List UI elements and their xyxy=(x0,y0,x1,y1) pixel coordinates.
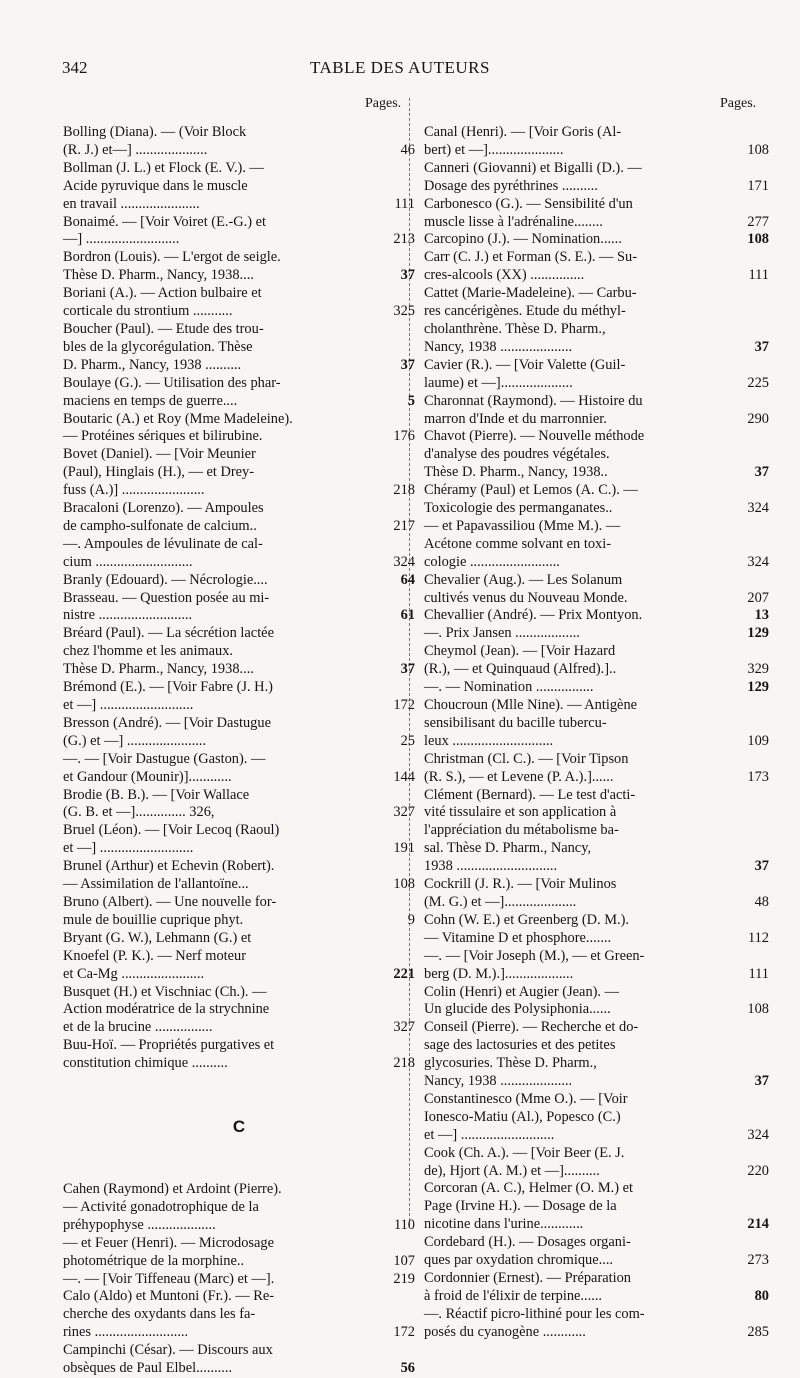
right-column xyxy=(424,124,769,1342)
entry-text: Buu-Hoï. — Propriétés purgatives et constitution chimique .......... xyxy=(63,1037,275,1072)
entry-page-number: 108 xyxy=(393,876,415,893)
entry-text: Christman (Cl. C.). — [Voir Tipson (R. S.), — et Levene (P. A.).]...... xyxy=(424,750,629,785)
entry-text: —. — [Voir Tiffeneau (Marc) et —]. xyxy=(63,1270,275,1287)
entry-page-number: 109 xyxy=(747,732,769,749)
index-entry xyxy=(63,1235,415,1271)
index-entry xyxy=(63,1181,415,1235)
entry-page-number: 324 xyxy=(747,553,769,570)
index-entry xyxy=(424,124,769,160)
entry-text: —. Prix Jansen .................. xyxy=(424,625,580,642)
index-entry xyxy=(63,930,415,984)
entry-text: Carcopino (J.). — Nomination...... xyxy=(424,231,622,248)
entry-text: Chavot (Pierre). — Nouvelle méthode d'analyse des poudres végétales. Thèse D. Pharm., Nancy, 1938.. xyxy=(424,428,645,481)
entry-page-number: 327 xyxy=(393,804,415,821)
index-entry xyxy=(424,393,769,429)
entry-text: Bryant (G. W.), Lehmann (G.) et Knoefel (P. K.). — Nerf moteur et Ca-Mg ....................... xyxy=(63,929,252,982)
index-entry xyxy=(63,751,415,787)
index-entry xyxy=(424,643,769,679)
entry-page-number: 25 xyxy=(400,732,415,749)
entry-page-number: 37 xyxy=(754,858,769,875)
entry-text: Chevallier (André). — Prix Montyon. xyxy=(424,607,643,624)
entry-page-number: 80 xyxy=(754,1287,769,1304)
entry-page-number: 173 xyxy=(747,768,769,785)
index-entry xyxy=(63,572,415,590)
entry-text: —. — [Voir Dastugue (Gaston). — et Gandour (Mounir)]............ xyxy=(63,750,266,785)
entry-text: Cheymol (Jean). — [Voir Hazard (R.), — et Quinquaud (Alfred).].. xyxy=(424,643,617,678)
pages-label-right: Pages. xyxy=(720,96,757,111)
index-entry xyxy=(424,249,769,285)
entry-text: Brémond (E.). — [Voir Fabre (J. H.) et —] .......................... xyxy=(63,679,273,713)
entry-page-number: 325 xyxy=(393,303,415,320)
entry-text: Boriani (A.). — Action bulbaire et corticale du strontium ........... xyxy=(63,285,262,320)
entry-text: Bonaimé. — [Voir Voiret (E.-G.) et —] .......................... xyxy=(63,213,267,248)
index-entry xyxy=(424,1145,769,1181)
entry-text: Bollman (J. L.) et Flock (E. V.). — Acide pyruvique dans le muscle en travail ...................... xyxy=(63,159,264,212)
entry-page-number: 110 xyxy=(393,1216,415,1233)
index-entry xyxy=(424,1234,769,1270)
index-entry xyxy=(424,697,769,751)
entries-c xyxy=(63,1181,415,1378)
pages-label-left: Pages. xyxy=(365,96,402,111)
entry-page-number: 108 xyxy=(747,1001,769,1018)
entry-text: Clément (Bernard). — Le test d'acti- vité tissulaire et son application à l'appréciation du métabolisme ba- sal. Thèse D. Pharm., Nancy, 1938 ............................ xyxy=(424,786,636,875)
index-entry xyxy=(63,1037,415,1073)
entry-page-number: 111 xyxy=(748,965,769,982)
entry-page-number: 61 xyxy=(400,607,415,624)
entry-text: Chéramy (Paul) et Lemos (A. C.). — Toxicologie des permanganates.. xyxy=(424,482,638,517)
entry-page-number: 5 xyxy=(407,392,415,409)
entry-page-number: 176 xyxy=(393,428,415,445)
entry-text: Boucher (Paul). — Etude des trou- bles de la glycorégulation. Thèse D. Pharm., Nancy, 1938 .......... xyxy=(63,320,264,373)
entry-text: Boutaric (A.) et Roy (Mme Madeleine). — Protéines sériques et bilirubine. xyxy=(63,410,293,445)
entry-page-number: 46 xyxy=(400,141,415,158)
index-entry xyxy=(63,984,415,1038)
entry-page-number: 108 xyxy=(747,141,769,158)
index-entry xyxy=(63,249,415,285)
index-entry xyxy=(63,285,415,321)
entry-text: Cohn (W. E.) et Greenberg (D. M.). — Vitamine D et phosphore....... xyxy=(424,911,630,946)
index-entry xyxy=(424,607,769,625)
index-entry xyxy=(424,625,769,643)
entry-text: Bordron (Louis). — L'ergot de seigle. Thèse D. Pharm., Nancy, 1938.... xyxy=(63,249,281,284)
index-entry xyxy=(424,1180,769,1234)
entry-page-number: 129 xyxy=(747,679,769,696)
index-entry xyxy=(63,160,415,214)
index-entry xyxy=(63,536,415,572)
entry-text: Cahen (Raymond) et Ardoint (Pierre). — Activité gonadotrophique de la préhypophyse ................... xyxy=(63,1181,282,1233)
entry-page-number: 217 xyxy=(393,517,415,534)
entry-page-number: 218 xyxy=(393,1055,415,1072)
index-entry xyxy=(424,1091,769,1145)
index-entry xyxy=(424,679,769,697)
entry-page-number: 221 xyxy=(393,965,415,982)
entry-page-number: 172 xyxy=(393,697,415,713)
index-entry xyxy=(63,625,415,679)
entry-text: —. Réactif picro-lithiné pour les com- posés du cyanogène ............ xyxy=(424,1305,645,1340)
entry-text: Brasseau. — Question posée au mi- nistre .......................... xyxy=(63,589,270,624)
entry-text: Constantinesco (Mme O.). — [Voir Ionesco-Matiu (Al.), Popesco (C.) et —] .......................... xyxy=(424,1090,628,1143)
left-column xyxy=(63,124,415,1378)
entry-page-number: 171 xyxy=(747,177,769,194)
entry-text: Bruno (Albert). — Une nouvelle for- mule de bouillie cuprique phyt. xyxy=(63,893,277,928)
entry-page-number: 9 xyxy=(407,911,415,928)
entry-page-number: 56 xyxy=(400,1360,415,1377)
entry-text: —. — Nomination ................ xyxy=(424,679,594,696)
index-entry xyxy=(424,787,769,877)
entry-page-number: 213 xyxy=(393,231,415,248)
entry-page-number: 37 xyxy=(400,661,415,678)
entry-text: Bréard (Paul). — La sécrétion lactée chez l'homme et les animaux. Thèse D. Pharm., Nancy, 1938.... xyxy=(63,625,274,678)
index-entry xyxy=(424,482,769,518)
index-entry xyxy=(63,679,415,715)
entry-text: Canal (Henri). — [Voir Goris (Al- bert) et —]..................... xyxy=(424,124,622,158)
entry-text: Conseil (Pierre). — Recherche et do- sage des lactosuries et des petites glycosuries. Thèse D. Pharm., Nancy, 1938 .................... xyxy=(424,1019,639,1090)
index-entry xyxy=(63,214,415,250)
entry-text: Bracaloni (Lorenzo). — Ampoules de campho-sulfonate de calcium.. xyxy=(63,500,264,534)
entry-text: Campinchi (César). — Discours aux obsèques de Paul Elbel.......... xyxy=(63,1342,273,1377)
entry-text: Branly (Edouard). — Nécrologie.... xyxy=(63,571,268,588)
index-entry xyxy=(424,572,769,608)
index-entry xyxy=(63,822,415,858)
index-entry xyxy=(424,160,769,196)
entry-page-number: 144 xyxy=(393,768,415,785)
entry-page-number: 37 xyxy=(754,1073,769,1090)
entry-page-number: 37 xyxy=(400,356,415,373)
index-entry xyxy=(424,948,769,984)
entry-page-number: 37 xyxy=(754,464,769,481)
entry-page-number: 290 xyxy=(747,410,769,427)
entry-page-number: 225 xyxy=(747,374,769,391)
index-entry xyxy=(424,1019,769,1091)
entry-page-number: 207 xyxy=(747,589,769,606)
entry-page-number: 329 xyxy=(747,661,769,678)
entry-page-number: 111 xyxy=(394,195,415,212)
section-letter: C xyxy=(232,1117,246,1137)
entry-text: Choucroun (Mlle Nine). — Antigène sensibilisant du bacille tubercu- leux ............................ xyxy=(424,697,638,749)
entry-page-number: 48 xyxy=(754,893,769,910)
entry-text: — et Papavassiliou (Mme M.). — Acétone comme solvant en toxi- cologie ......................... xyxy=(424,517,621,570)
entry-page-number: 111 xyxy=(748,267,769,284)
index-entry xyxy=(63,1342,415,1378)
entry-page-number: 107 xyxy=(393,1252,415,1269)
index-entry xyxy=(63,321,415,375)
entry-text: Charonnat (Raymond). — Histoire du marron d'Inde et du marronnier. xyxy=(424,392,643,427)
entry-page-number: 108 xyxy=(747,231,769,248)
index-entry xyxy=(63,715,415,751)
index-entry xyxy=(424,751,769,787)
entry-text: Bresson (André). — [Voir Dastugue (G.) et —] ...................... xyxy=(63,714,271,749)
entry-text: Calo (Aldo) et Muntoni (Fr.). — Re- cherche des oxydants dans les fa- rines .......................... xyxy=(63,1288,275,1341)
entry-text: Cattet (Marie-Madeleine). — Carbu- res cancérigènes. Etude du méthyl- cholanthrène. Thèse D. Pharm., Nancy, 1938 .................... xyxy=(424,285,637,355)
entry-text: Busquet (H.) et Vischniac (Ch.). — Action modératrice de la strychnine et de la brucine ................ xyxy=(63,983,270,1036)
entry-text: Brunel (Arthur) et Echevin (Robert). — Assimilation de l'allantoïne... xyxy=(63,858,275,893)
entry-page-number: 13 xyxy=(754,607,769,624)
index-entry xyxy=(424,196,769,232)
index-entry xyxy=(424,428,769,482)
entry-text: Cockrill (J. R.). — [Voir Mulinos (M. G.) et —].................... xyxy=(424,876,617,910)
entries-b xyxy=(63,124,415,1073)
page-number: 342 xyxy=(62,58,88,77)
index-entry xyxy=(63,411,415,447)
index-entry xyxy=(424,518,769,572)
entry-text: Bolling (Diana). — (Voir Block (R. J.) et—] .................... xyxy=(63,124,247,158)
entry-text: Cavier (R.). — [Voir Valette (Guil- laume) et —].................... xyxy=(424,356,626,391)
entry-text: Cordebard (H.). — Dosages organi- ques par oxydation chromique.... xyxy=(424,1234,631,1269)
entry-page-number: 220 xyxy=(747,1162,769,1179)
entry-page-number: 37 xyxy=(754,338,769,355)
entry-text: —. Ampoules de lévulinate de cal- cium ........................... xyxy=(63,535,263,570)
entry-page-number: 327 xyxy=(393,1019,415,1036)
entry-text: Cook (Ch. A.). — [Voir Beer (E. J. de), Hjort (A. M.) et —].......... xyxy=(424,1144,625,1179)
index-entry xyxy=(63,375,415,411)
entry-text: Colin (Henri) et Augier (Jean). — Un glucide des Polysiphonia...... xyxy=(424,983,620,1018)
entry-page-number: 324 xyxy=(747,1126,769,1143)
index-entry xyxy=(63,1288,415,1342)
index-entry xyxy=(63,787,415,823)
entry-text: —. — [Voir Joseph (M.), — et Green- berg (D. M.).]................... xyxy=(424,947,645,982)
entry-text: Boulaye (G.). — Utilisation des phar- maciens en temps de guerre.... xyxy=(63,374,281,409)
entry-page-number: 37 xyxy=(400,267,415,284)
index-entry xyxy=(63,590,415,626)
entry-text: Carbonesco (G.). — Sensibilité d'un muscle lisse à l'adrénaline........ xyxy=(424,195,633,230)
index-entry xyxy=(424,357,769,393)
index-entry xyxy=(63,500,415,536)
index-entry xyxy=(424,231,769,249)
entry-page-number: 324 xyxy=(393,553,415,570)
page-title: TABLE DES AUTEURS xyxy=(310,58,490,77)
entry-page-number: 172 xyxy=(393,1324,415,1341)
index-entry xyxy=(424,1306,769,1342)
entry-text: Chevalier (Aug.). — Les Solanum cultivés venus du Nouveau Monde. xyxy=(424,571,628,606)
index-entry xyxy=(63,858,415,894)
entry-page-number: 112 xyxy=(747,929,769,946)
entry-text: Carr (C. J.) et Forman (S. E.). — Su- cres-alcools (XX) ............... xyxy=(424,249,638,284)
entry-text: — et Feuer (Henri). — Microdosage photométrique de la morphine.. xyxy=(63,1234,274,1269)
index-entry xyxy=(63,124,415,160)
entry-page-number: 191 xyxy=(393,840,415,857)
index-entry xyxy=(424,876,769,912)
entry-page-number: 129 xyxy=(747,625,769,642)
entry-page-number: 64 xyxy=(400,571,415,588)
entry-page-number: 214 xyxy=(747,1216,769,1233)
entry-page-number: 277 xyxy=(747,213,769,230)
index-entry xyxy=(63,1271,415,1289)
index-entry xyxy=(424,285,769,357)
entry-text: Bovet (Daniel). — [Voir Meunier (Paul), Hinglais (H.), — et Drey- fuss (A.)] ....................... xyxy=(63,446,256,499)
index-entry xyxy=(424,1270,769,1306)
entry-page-number: 273 xyxy=(747,1252,769,1269)
entry-page-number: 218 xyxy=(393,482,415,499)
index-entry xyxy=(424,912,769,948)
index-entry xyxy=(63,446,415,500)
index-entry xyxy=(63,894,415,930)
entry-text: Bruel (Léon). — [Voir Lecoq (Raoul) et —] .......................... xyxy=(63,822,280,857)
entry-text: Brodie (B. B.). — [Voir Wallace (G. B. et —].............. 326, xyxy=(63,786,250,821)
entry-text: Canneri (Giovanni) et Bigalli (D.). — Dosage des pyréthrines .......... xyxy=(424,159,642,194)
entry-page-number: 285 xyxy=(747,1323,769,1340)
index-entry xyxy=(424,984,769,1020)
entry-text: Cordonnier (Ernest). — Préparation à froid de l'élixir de terpine...... xyxy=(424,1270,632,1304)
entry-page-number: 324 xyxy=(747,500,769,517)
entry-page-number: 219 xyxy=(393,1270,415,1287)
entries-right xyxy=(424,124,769,1342)
entry-text: Corcoran (A. C.), Helmer (O. M.) et Page (Irvine H.). — Dosage de la nicotine dans l'urine............ xyxy=(424,1180,634,1233)
